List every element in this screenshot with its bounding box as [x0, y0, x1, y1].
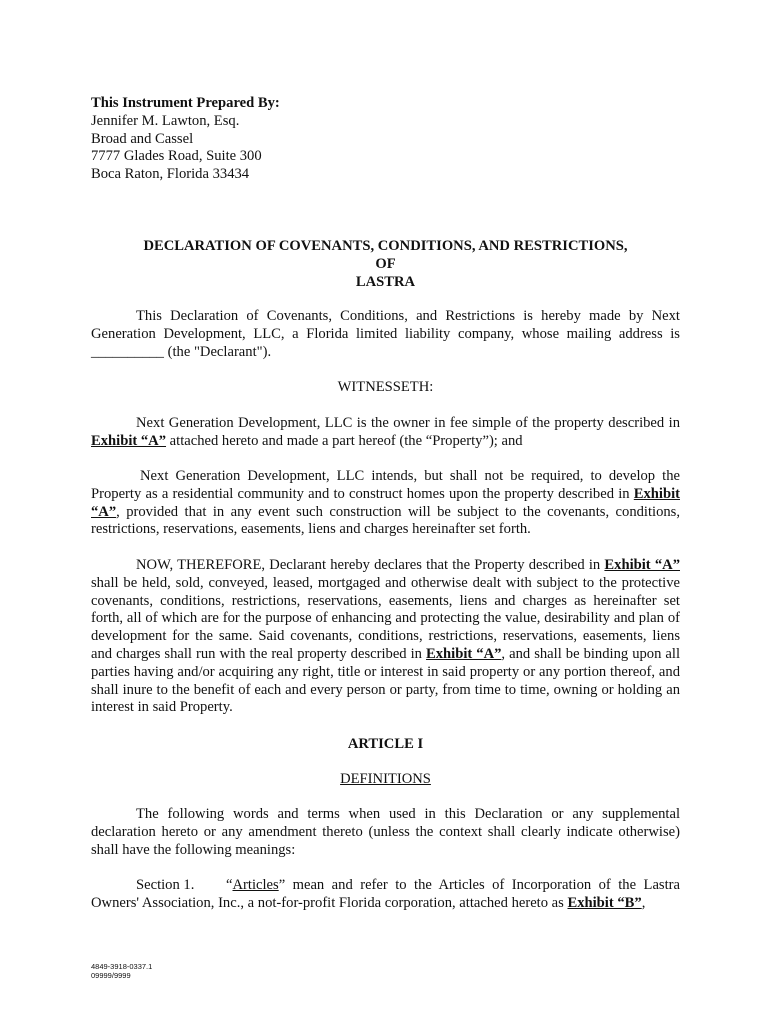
recital-1-text-b: attached hereto and made a part hereof (the “Property”); and	[166, 432, 523, 449]
recital-paragraph-1	[91, 415, 680, 451]
exhibit-a-reference: Exhibit “A”	[604, 557, 680, 573]
recital-2-text-a: Next Generation Development, LLC intends, but shall not be required, to develop the Property as a residential community and to construct homes upon the property described in	[91, 468, 680, 502]
matter-number: 09999/9999	[91, 971, 131, 980]
definitions-heading: DEFINITIONS	[340, 771, 431, 787]
section-1-paragraph	[91, 877, 680, 913]
document-title	[91, 238, 680, 291]
now-therefore-text-b: shall be held, sold, conveyed, leased, mortgaged and otherwise dealt with subject to the protective covenants, conditions, restrictions, reservations, easements, liens and charges as hereinafter set forth, all of which are for the purpose of enhancing and protecting the value, desirability and plan of development for the same. Said covenants, conditions, restrictions, reservations, easements, liens and charges shall run with the real property described in	[91, 574, 680, 662]
preparer-street: 7777 Glades Road, Suite 300	[91, 148, 262, 165]
document-footer	[91, 962, 152, 980]
exhibit-b-reference: Exhibit “B”	[567, 894, 642, 911]
recital-2-text-b: , provided that in any event such construction will be subject to the covenants, conditions, restrictions, reservations, easements, liens and charges hereinafter set forth.	[91, 503, 680, 538]
title-line-2: OF	[375, 255, 396, 272]
document-id: 4849-3918-0337.1	[91, 962, 153, 971]
preparer-city: Boca Raton, Florida 33434	[91, 166, 250, 183]
preparer-block	[91, 95, 491, 184]
articles-term: Articles	[232, 877, 279, 893]
preparer-heading: This Instrument Prepared By:	[91, 95, 280, 111]
recital-paragraph-2	[91, 468, 680, 539]
exhibit-a-reference: Exhibit “A”	[426, 645, 502, 662]
section-1-text-b: ,	[641, 894, 646, 911]
now-therefore-text-a: NOW, THEREFORE, Declarant hereby declares that the Property described in	[136, 557, 605, 573]
section-1-label: Section 1.	[136, 877, 195, 893]
exhibit-a-reference: Exhibit “A”	[91, 485, 680, 520]
title-line-3: LASTRA	[355, 273, 416, 290]
exhibit-a-reference: Exhibit “A”	[91, 432, 167, 449]
now-therefore-text-c: , and shall be binding upon all parties having and/or acquiring any right, title or interest in said property or any portion thereof, and shall inure to the benefit of each and every person or party, from time to time, owning or holding an interest in said Property.	[91, 645, 681, 716]
preparer-firm: Broad and Cassel	[91, 130, 194, 147]
recital-1-text-a: Next Generation Development, LLC is the owner in fee simple of the property described in	[136, 415, 680, 431]
title-line-1: DECLARATION OF COVENANTS, CONDITIONS, AND RESTRICTIONS,	[143, 238, 628, 254]
witnesseth-heading: WITNESSETH:	[337, 379, 434, 395]
now-therefore-paragraph	[91, 557, 680, 717]
section-1-text-a: ” mean and refer to the Articles of Incorporation of the Lastra Owners' Association, Inc., a not-for-profit Florida corporation, attached hereto as	[91, 877, 680, 911]
article-number: ARTICLE I	[347, 736, 424, 752]
definitions-intro-paragraph: The following words and terms when used in this Declaration or any supplemental declaration hereto or any amendment thereto (unless the context shall clearly indicate otherwise) shall have the following meanings:	[91, 806, 680, 858]
preparer-name: Jennifer M. Lawton, Esq.	[91, 112, 240, 129]
open-quote: “	[226, 877, 233, 893]
article-name	[91, 771, 680, 789]
intro-paragraph: This Declaration of Covenants, Conditions, and Restrictions is hereby made by Next Generation Development, LLC, a Florida limited liability company, whose mailing address is __________ (the "Declarant").	[91, 308, 680, 360]
